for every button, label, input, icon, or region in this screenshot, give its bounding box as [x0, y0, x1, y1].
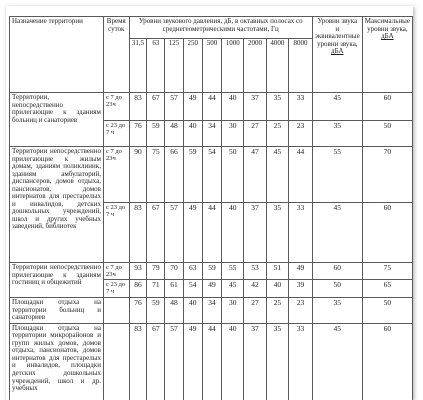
value-cell: 76 [129, 298, 147, 324]
header-max-level: Максимальные уровни звука, дБА [362, 17, 412, 93]
territory-name: Территории непосредственно прилегающие к жилым домам, зданиям поликлиник, зданиям амбулаторий, диспансеров, домов отдыха, пансионатов, домов интернатов для престарелых и инвалидов, детских дошкольных учреждений, школ и других учебных заведений, библиотек [10, 147, 104, 263]
time-period: с 7 до 23ч [103, 263, 129, 280]
value-cell: 57 [165, 93, 183, 121]
time-period [103, 323, 129, 400]
value-cell: 23 [288, 298, 312, 324]
freq-header: 125 [165, 39, 183, 93]
territory-name: Территории непосредственно прилегающие к зданиям гостиниц и общежитий [10, 263, 104, 298]
eq-level-cell: 60 [312, 263, 362, 280]
time-period: с 23 до 7 ч [103, 203, 129, 263]
value-cell: 35 [266, 93, 288, 121]
value-cell: 59 [202, 263, 221, 280]
value-cell: 67 [147, 93, 165, 121]
document-page [6, 6, 413, 400]
header-territory: Назначение территории [10, 17, 104, 93]
value-cell: 27 [244, 298, 266, 324]
territory-name: Площадки отдыха на территории микрорайонов и групп жилых домов, домов отдыха, пансионатов, домов интернатов для престарелых и инвалидов, площадки детских дошкольных учреждений, школ и др. учебных [10, 323, 104, 400]
value-cell: 71 [147, 280, 165, 298]
value-cell: 35 [266, 323, 288, 400]
table-row [10, 263, 413, 280]
eq-level-cell: 50 [312, 280, 362, 298]
value-cell: 33 [288, 323, 312, 400]
value-cell: 50 [222, 147, 244, 203]
value-cell: 54 [183, 280, 202, 298]
time-period: с 7 до 23ч [103, 93, 129, 121]
freq-header: 2000 [244, 39, 266, 93]
value-cell: 90 [129, 147, 147, 203]
value-cell: 25 [266, 298, 288, 324]
value-cell: 61 [165, 280, 183, 298]
value-cell: 57 [165, 323, 183, 400]
value-cell: 37 [244, 93, 266, 121]
freq-header: 250 [183, 39, 202, 93]
time-period [103, 298, 129, 324]
value-cell: 49 [202, 280, 221, 298]
max-level-cell: 75 [362, 263, 412, 280]
value-cell: 45 [222, 280, 244, 298]
max-level-cell: 50 [362, 121, 412, 147]
eq-level-cell: 45 [312, 203, 362, 263]
freq-header: 500 [202, 39, 221, 93]
value-cell: 40 [183, 298, 202, 324]
value-cell: 67 [147, 323, 165, 400]
value-cell: 44 [288, 147, 312, 203]
value-cell: 37 [244, 203, 266, 263]
value-cell: 40 [266, 280, 288, 298]
value-cell: 55 [222, 263, 244, 280]
value-cell: 44 [202, 323, 221, 400]
value-cell: 70 [165, 263, 183, 280]
header-time: Время суток [103, 17, 129, 93]
value-cell: 49 [183, 203, 202, 263]
value-cell: 59 [183, 147, 202, 203]
value-cell: 53 [244, 263, 266, 280]
time-period: с 7 до 23ч [103, 147, 129, 203]
table-row [10, 147, 413, 203]
value-cell: 42 [244, 280, 266, 298]
eq-level-cell: 35 [312, 298, 362, 324]
value-cell: 93 [129, 263, 147, 280]
value-cell: 59 [147, 121, 165, 147]
eq-level-cell: 55 [312, 147, 362, 203]
value-cell: 79 [147, 263, 165, 280]
freq-header: 4000 [266, 39, 288, 93]
eq-level-cell: 45 [312, 93, 362, 121]
value-cell: 44 [202, 93, 221, 121]
time-period: с 23 до 7 ч [103, 121, 129, 147]
max-level-cell: 60 [362, 203, 412, 263]
header-equivalent-level: Уровни звука и эквивалентные уровни звука, дБА [312, 17, 362, 93]
value-cell: 39 [288, 280, 312, 298]
value-cell: 34 [202, 121, 221, 147]
table-row [10, 93, 413, 121]
value-cell: 49 [183, 323, 202, 400]
max-level-cell: 65 [362, 280, 412, 298]
value-cell: 48 [165, 121, 183, 147]
eq-level-cell: 35 [312, 121, 362, 147]
value-cell: 40 [222, 93, 244, 121]
freq-header: 31,5 [129, 39, 147, 93]
value-cell: 30 [222, 121, 244, 147]
value-cell: 30 [222, 298, 244, 324]
value-cell: 48 [165, 298, 183, 324]
freq-header: 1000 [222, 39, 244, 93]
value-cell: 63 [183, 263, 202, 280]
max-level-cell: 60 [362, 93, 412, 121]
value-cell: 40 [222, 203, 244, 263]
value-cell: 75 [147, 147, 165, 203]
value-cell: 76 [129, 121, 147, 147]
header-row [10, 17, 413, 39]
value-cell: 59 [147, 298, 165, 324]
value-cell: 45 [266, 147, 288, 203]
value-cell: 49 [288, 263, 312, 280]
value-cell: 51 [266, 263, 288, 280]
value-cell: 44 [202, 203, 221, 263]
value-cell: 83 [129, 93, 147, 121]
value-cell: 37 [244, 323, 266, 400]
max-level-cell: 60 [362, 323, 412, 400]
time-period: с 23 до 7 ч [103, 280, 129, 298]
value-cell: 49 [183, 93, 202, 121]
freq-header: 63 [147, 39, 165, 93]
noise-norms-table [9, 16, 413, 400]
value-cell: 27 [244, 121, 266, 147]
value-cell: 25 [266, 121, 288, 147]
territory-name: Площадки отдыха на территории больниц и санаториев [10, 298, 104, 324]
value-cell: 67 [147, 203, 165, 263]
value-cell: 33 [288, 93, 312, 121]
max-level-cell: 50 [362, 298, 412, 324]
header-levels: Уровни звукового давления, дБ, в октавных полосах со среднегеометрическими частотами, Гц [129, 17, 312, 39]
value-cell: 40 [222, 323, 244, 400]
eq-level-cell: 45 [312, 323, 362, 400]
max-level-cell: 70 [362, 147, 412, 203]
freq-header: 8000 [288, 39, 312, 93]
value-cell: 40 [183, 121, 202, 147]
value-cell: 23 [288, 121, 312, 147]
value-cell: 47 [244, 147, 266, 203]
value-cell: 33 [288, 203, 312, 263]
value-cell: 34 [202, 298, 221, 324]
table-row [10, 298, 413, 324]
table-row [10, 323, 413, 400]
value-cell: 57 [165, 203, 183, 263]
value-cell: 86 [129, 280, 147, 298]
value-cell: 66 [165, 147, 183, 203]
value-cell: 54 [202, 147, 221, 203]
value-cell: 35 [266, 203, 288, 263]
value-cell: 83 [129, 323, 147, 400]
territory-name: Территории, непосредственно прилегающие к зданиям больниц и санаториев [10, 93, 104, 147]
value-cell: 83 [129, 203, 147, 263]
